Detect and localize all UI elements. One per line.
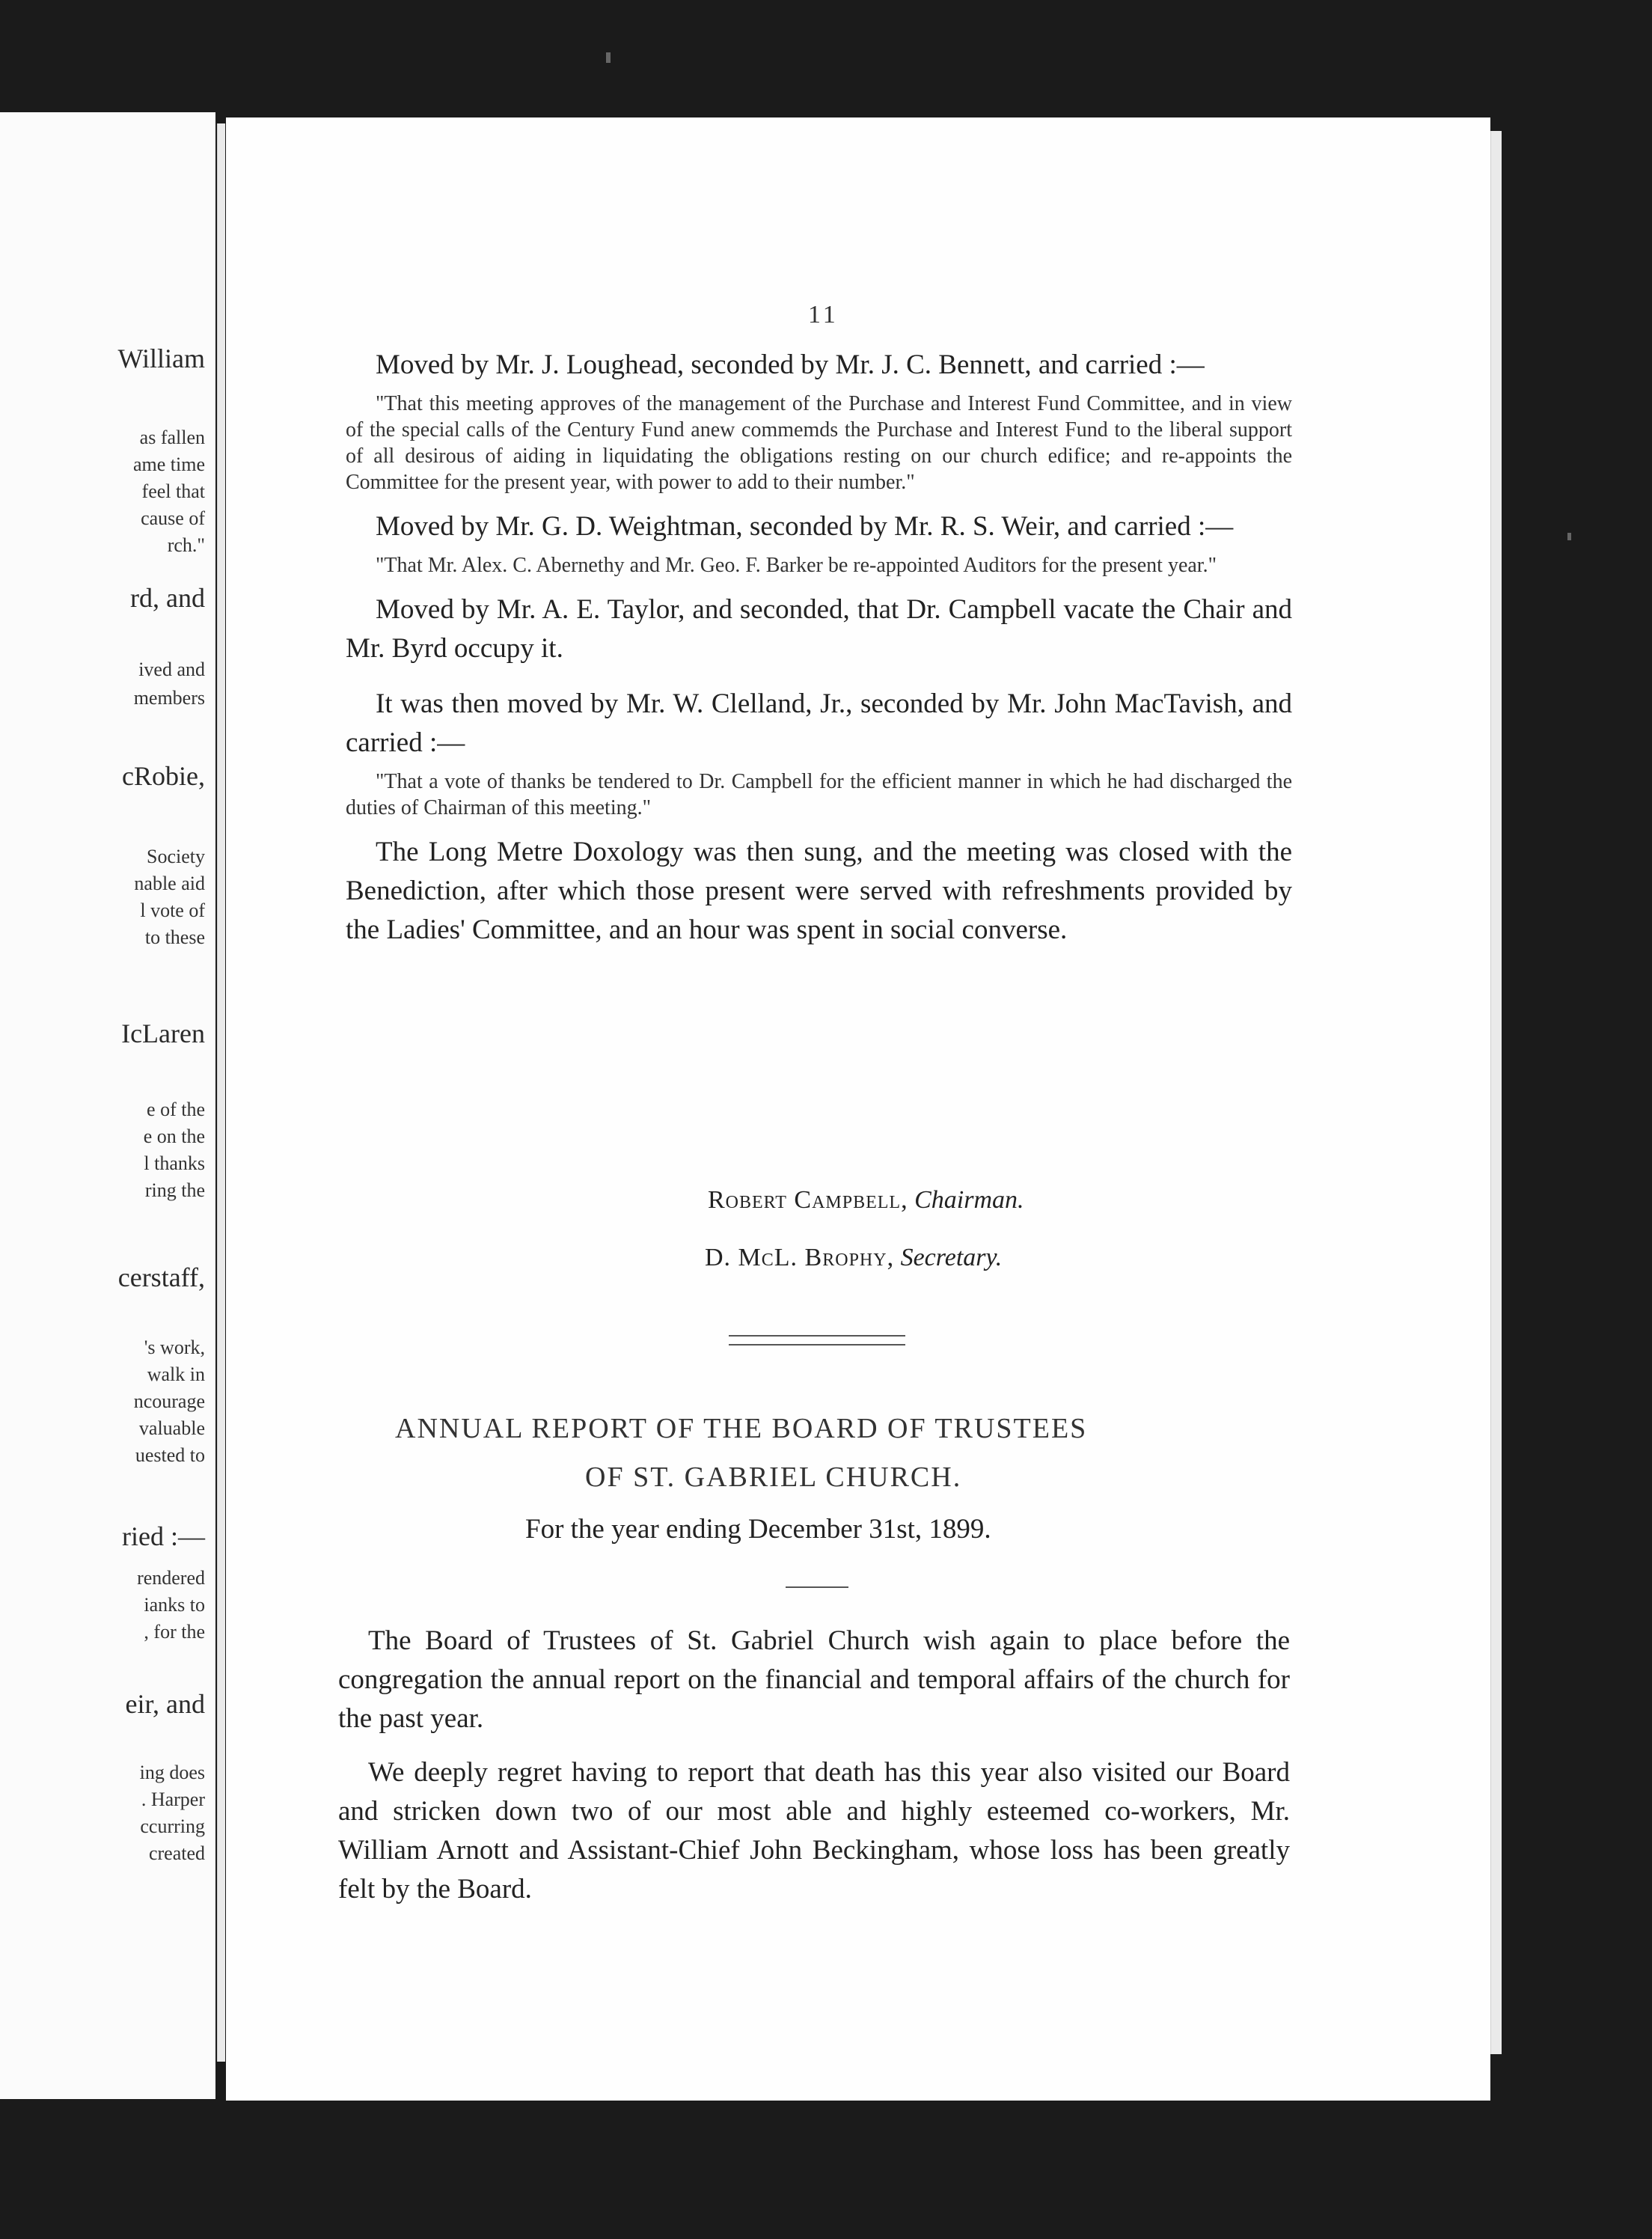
left-fragment-line: l thanks bbox=[144, 1152, 205, 1174]
minutes-body bbox=[346, 346, 1292, 950]
report-subtitle: For the year ending December 31st, 1899. bbox=[525, 1514, 991, 1545]
left-page-fragment bbox=[0, 112, 215, 2099]
left-fragment-line: feel that bbox=[141, 480, 205, 502]
left-fragment-line: cRobie, bbox=[122, 761, 205, 791]
chairman-title: Chairman. bbox=[914, 1186, 1024, 1214]
short-divider-rule bbox=[786, 1586, 848, 1588]
left-fragment-line: IcLaren bbox=[121, 1018, 205, 1048]
left-fragment-line: ncourage bbox=[133, 1390, 205, 1412]
left-fragment-line: 's work, bbox=[144, 1337, 205, 1358]
report-paragraph-2: We deeply regret having to report that death has this year also visited our Board and stricken down two of our most able and highly esteemed co-workers, Mr. William Arnott and Assistant-Chief John Beckingham, whose loss has been greatly felt by the Board. bbox=[338, 1757, 1290, 1904]
page-gutter-edge bbox=[217, 123, 225, 2062]
left-fragment-line: rd, and bbox=[130, 583, 205, 613]
left-fragment-line: William bbox=[117, 343, 205, 373]
scan-speck bbox=[1567, 533, 1571, 540]
section-divider-rule bbox=[729, 1344, 905, 1345]
motion-4-resolution: "That a vote of thanks be tendered to Dr. Campbell for the efficient manner in which he had discharged the duties of Chairman of this meeting." bbox=[346, 770, 1292, 819]
left-fragment-line: nable aid bbox=[134, 873, 205, 894]
left-fragment-line: ame time bbox=[132, 453, 205, 475]
secretary-name: D. McL. Brophy, bbox=[705, 1244, 895, 1271]
left-fragment-line: ried :— bbox=[122, 1521, 205, 1551]
left-fragment-line: ived and bbox=[138, 659, 205, 680]
motion-1-resolution: "That this meeting approves of the management of the Purchase and Interest Fund Committee, and in view of the special calls of the Century Fund anew commemds the Purchase and Interest Fund to the liberal support of all desirous of aiding in liquidating the obligations resting on our church edifice; and re-appoints the Committee for the present year, with power to add to their number." bbox=[346, 392, 1292, 494]
report-paragraph-1: The Board of Trustees of St. Gabriel Church wish again to place before the congregation the annual report on the financial and temporal affairs of the church for the past year. bbox=[338, 1625, 1290, 1734]
scan-speck bbox=[606, 52, 611, 63]
motion-2-text: Moved by Mr. G. D. Weightman, seconded by Mr. R. S. Weir, and carried :— bbox=[376, 511, 1234, 542]
left-fragment-line: to these bbox=[144, 926, 205, 948]
left-fragment-line: rch." bbox=[167, 534, 205, 556]
report-title: ANNUAL REPORT OF THE BOARD OF TRUSTEES bbox=[395, 1413, 1088, 1444]
left-fragment-line: members bbox=[133, 687, 205, 709]
left-fragment-line: ccurring bbox=[140, 1815, 205, 1837]
report-body bbox=[338, 1622, 1290, 1909]
left-fragment-line: Society bbox=[147, 846, 205, 867]
left-fragment-line: . Harper bbox=[141, 1789, 205, 1810]
left-fragment-line: l vote of bbox=[140, 899, 205, 921]
left-fragment-line: cause of bbox=[141, 507, 205, 529]
left-fragment-line: as fallen bbox=[139, 427, 205, 448]
left-fragment-line: valuable bbox=[138, 1417, 205, 1439]
secretary-title: Secretary. bbox=[900, 1244, 1003, 1271]
report-title-church: OF ST. GABRIEL CHURCH. bbox=[585, 1461, 962, 1493]
main-page bbox=[226, 117, 1490, 2101]
left-fragment-line: ing does bbox=[139, 1762, 205, 1783]
closing-paragraph: The Long Metre Doxology was then sung, and the meeting was closed with the Benediction, after which those present were served with refreshments provided by the Ladies' Committee, and an hour was spent in social converse. bbox=[346, 837, 1292, 945]
left-fragment-line: eir, and bbox=[125, 1689, 205, 1719]
chairman-name: Robert Campbell, bbox=[708, 1186, 908, 1214]
chairman-signature bbox=[708, 1186, 1024, 1215]
left-fragment-line: ianks to bbox=[144, 1594, 205, 1616]
left-fragment-line: created bbox=[148, 1842, 205, 1864]
left-fragment-line: walk in bbox=[147, 1363, 205, 1385]
left-fragment-line: rendered bbox=[137, 1567, 205, 1589]
motion-3-text: Moved by Mr. A. E. Taylor, and seconded, that Dr. Campbell vacate the Chair and Mr. Byrd occupy it. bbox=[346, 594, 1292, 664]
section-divider-rule bbox=[729, 1335, 905, 1337]
motion-1-text: Moved by Mr. J. Loughead, seconded by Mr. J. C. Bennett, and carried :— bbox=[376, 349, 1205, 380]
secretary-signature bbox=[705, 1244, 1002, 1272]
left-fragment-line: ring the bbox=[144, 1179, 205, 1201]
motion-2-resolution: "That Mr. Alex. C. Abernethy and Mr. Geo. F. Barker be re-appointed Auditors for the present year." bbox=[376, 554, 1217, 577]
left-fragment-line: cerstaff, bbox=[117, 1262, 205, 1292]
left-fragment-line: e on the bbox=[143, 1125, 205, 1147]
left-fragment-line: e of the bbox=[147, 1099, 205, 1120]
page-number: 11 bbox=[808, 301, 839, 329]
right-page-edge bbox=[1490, 131, 1502, 2054]
motion-4-text: It was then moved by Mr. W. Clelland, Jr., seconded by Mr. John MacTavish, and carried :— bbox=[346, 688, 1292, 758]
left-fragment-line: , for the bbox=[144, 1621, 205, 1643]
left-fragment-line: uested to bbox=[135, 1444, 205, 1466]
